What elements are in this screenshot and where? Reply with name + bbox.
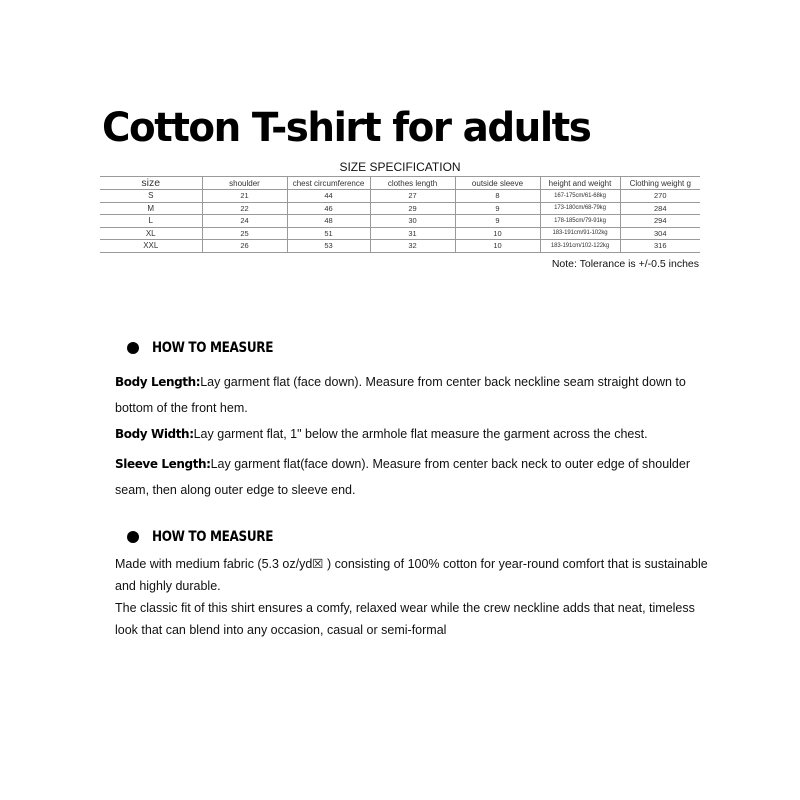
cell-shoulder: 21 xyxy=(202,190,287,203)
section-heading-text: HOW TO MEASURE xyxy=(152,340,274,356)
table-row xyxy=(100,240,700,253)
cell-size: XXL xyxy=(100,240,202,253)
cell-chest: 46 xyxy=(287,202,370,215)
cell-clothes-length: 29 xyxy=(370,202,455,215)
cell-height-weight: 178-185cm/79-91kg xyxy=(540,215,620,228)
body-width-instruction xyxy=(115,421,725,447)
header-outside-sleeve: outside sleeve xyxy=(455,177,540,190)
cell-shoulder: 26 xyxy=(202,240,287,253)
header-height-weight: height and weight xyxy=(540,177,620,190)
size-spec-caption: SIZE SPECIFICATION xyxy=(339,160,461,174)
sleeve-length-text: Lay garment flat(face down). Measure from center back neck to outer edge of shoulder seam, then along outer edge to sleeve end. xyxy=(115,457,690,497)
header-chest: chest circumference xyxy=(287,177,370,190)
cell-chest: 51 xyxy=(287,227,370,240)
cell-clothing-weight: 284 xyxy=(620,202,700,215)
cell-outside-sleeve: 9 xyxy=(455,215,540,228)
body-width-label: Body Width: xyxy=(115,427,194,441)
cell-clothing-weight: 270 xyxy=(620,190,700,203)
cell-clothing-weight: 294 xyxy=(620,215,700,228)
bullet-icon xyxy=(127,531,139,543)
cell-shoulder: 24 xyxy=(202,215,287,228)
cell-outside-sleeve: 10 xyxy=(455,227,540,240)
cell-clothes-length: 27 xyxy=(370,190,455,203)
header-size: size xyxy=(100,177,202,190)
cell-height-weight: 173-180cm/68-79kg xyxy=(540,202,620,215)
fit-description: The classic fit of this shirt ensures a comfy, relaxed wear while the crew neckline adds that neat, timeless look that can blend into any occasion, casual or semi-formal xyxy=(115,601,695,637)
body-length-instruction xyxy=(115,369,725,421)
cell-size: M xyxy=(100,202,202,215)
cell-outside-sleeve: 8 xyxy=(455,190,540,203)
table-header-row xyxy=(100,177,700,190)
cell-size: XL xyxy=(100,227,202,240)
cell-size: S xyxy=(100,190,202,203)
page-title: Cotton T-shirt for adults xyxy=(102,105,591,151)
section-heading-text: HOW TO MEASURE xyxy=(152,529,274,545)
cell-height-weight: 167-175cm/61-68kg xyxy=(540,190,620,203)
cell-clothing-weight: 316 xyxy=(620,240,700,253)
cell-clothes-length: 30 xyxy=(370,215,455,228)
header-clothing-weight: Clothing weight g xyxy=(620,177,700,190)
cell-clothes-length: 31 xyxy=(370,227,455,240)
cell-chest: 53 xyxy=(287,240,370,253)
table-row xyxy=(100,190,700,203)
cell-chest: 48 xyxy=(287,215,370,228)
cell-shoulder: 22 xyxy=(202,202,287,215)
section-heading-measure xyxy=(127,340,293,356)
cell-size: L xyxy=(100,215,202,228)
body-length-label: Body Length: xyxy=(115,375,201,389)
header-shoulder: shoulder xyxy=(202,177,287,190)
fabric-description: Made with medium fabric (5.3 oz/yd☒ ) consisting of 100% cotton for year-round comfort that is sustainable and highly durable. xyxy=(115,557,708,593)
body-width-text: Lay garment flat, 1" below the armhole flat measure the garment across the chest. xyxy=(193,427,648,441)
bullet-icon xyxy=(127,342,139,354)
cell-clothing-weight: 304 xyxy=(620,227,700,240)
cell-shoulder: 25 xyxy=(202,227,287,240)
cell-chest: 44 xyxy=(287,190,370,203)
tolerance-note: Note: Tolerance is +/-0.5 inches xyxy=(551,258,699,270)
header-clothes-length: clothes length xyxy=(370,177,455,190)
cell-clothes-length: 32 xyxy=(370,240,455,253)
table-row xyxy=(100,215,700,228)
cell-height-weight: 183-191cm/102-122kg xyxy=(540,240,620,253)
section-heading-fabric xyxy=(127,529,293,545)
cell-outside-sleeve: 10 xyxy=(455,240,540,253)
sleeve-length-instruction xyxy=(115,451,725,503)
size-spec-table xyxy=(100,176,700,253)
cell-height-weight: 183-191cm/91-102kg xyxy=(540,227,620,240)
cell-outside-sleeve: 9 xyxy=(455,202,540,215)
table-row xyxy=(100,202,700,215)
table-row xyxy=(100,227,700,240)
body-length-text: Lay garment flat (face down). Measure from center back neckline seam straight down to bottom of the front hem. xyxy=(115,375,686,415)
sleeve-length-label: Sleeve Length: xyxy=(115,457,211,471)
